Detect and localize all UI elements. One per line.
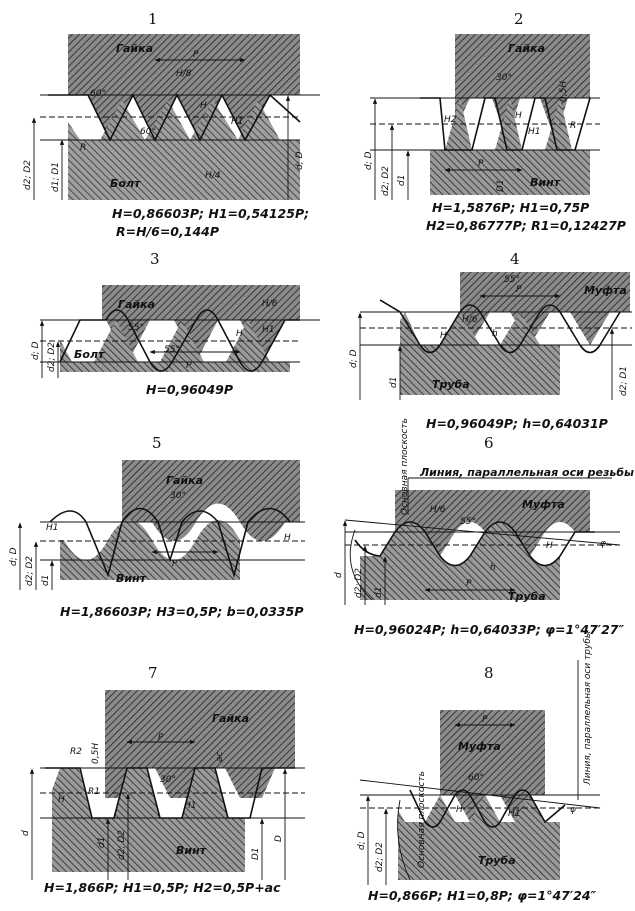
formula: H=0,86603P; H1=0,54125P; (112, 206, 310, 221)
dim-label: H (515, 111, 522, 121)
part-bolt-label: Болт (110, 177, 141, 190)
dim-label: d1; D1 (51, 162, 61, 192)
formula: H=1,86603P; H3=0,5P; b=0,0335P (60, 604, 304, 619)
dim-label: H/4 (205, 171, 221, 181)
figure-4 (349, 250, 632, 431)
part-screw-label: Винт (116, 572, 147, 585)
dim-label: d1 (97, 836, 107, 848)
dim-label: d2; D2 (25, 556, 35, 586)
screw-section (52, 768, 245, 872)
figure-number: 6 (484, 434, 494, 452)
part-pipe-label: Труба (432, 378, 470, 391)
figure-1 (23, 10, 320, 239)
dim-label: 55° (128, 323, 144, 333)
basic-plane-label: Основная плоскость (417, 771, 427, 868)
dim-label: 30° (160, 775, 176, 785)
figure-7 (21, 664, 305, 895)
dim-label: d (21, 830, 31, 836)
dim-label: P (466, 579, 472, 589)
figure-number: 1 (148, 10, 158, 28)
dim-label: P (186, 361, 192, 371)
dim-label: H (284, 533, 291, 543)
dim-label: h (492, 329, 498, 339)
dim-label: d; D (295, 151, 305, 170)
dim-label: 60° (90, 89, 106, 99)
figure-number: 8 (484, 664, 494, 682)
dim-label: d2; D1 (619, 366, 629, 396)
dim-label: d2; D2 (23, 160, 33, 190)
formula: H=1,5876P; H1=0,75P (432, 200, 590, 215)
part-nut-label: Гайка (118, 298, 156, 311)
dim-label: d (334, 572, 344, 578)
dim-label: d1 (41, 574, 51, 586)
dim-label: 55° (460, 517, 476, 527)
formula: H=0,866P; H1=0,8P; φ=1°47′24″ (368, 888, 597, 903)
figure-number: 5 (152, 434, 162, 452)
dim-label: 60° (468, 773, 484, 783)
figure-number: 4 (510, 250, 520, 268)
dim-label: d; D (349, 349, 359, 368)
coupling-section (460, 272, 630, 345)
figure-3 (31, 250, 320, 397)
dim-label: 30° (170, 491, 186, 501)
dim-label: R (80, 143, 87, 153)
dim-label: H/6 (462, 315, 478, 325)
dim-label: 30° (496, 73, 512, 83)
dim-label: P (478, 159, 484, 169)
dim-label: H1 (231, 117, 244, 127)
dim-label: R2 (70, 747, 82, 757)
dim-label: d; D (31, 341, 41, 360)
figure-6 (334, 418, 634, 637)
figure-number: 3 (150, 250, 160, 268)
dim-label: H/6 (430, 505, 446, 515)
dim-label: D (274, 835, 284, 842)
dim-label: φ (570, 805, 576, 815)
dim-label: 55° (164, 345, 180, 355)
part-coupling-label: Муфта (584, 284, 627, 297)
dim-label: H (236, 329, 243, 339)
dim-label: d; D (9, 547, 19, 566)
dim-label: H1 (46, 523, 59, 533)
figure-number: 7 (148, 664, 158, 682)
dim-label: H (546, 541, 553, 551)
dim-label: D1 (251, 847, 261, 860)
dim-label: H1 (528, 127, 541, 137)
dim-label: 0,5H (559, 80, 569, 102)
part-bolt-label: Болт (74, 348, 105, 361)
part-nut-label: Гайка (116, 42, 154, 55)
dim-label: 60° (140, 127, 156, 137)
dim-label: d; D (357, 831, 367, 850)
dim-label: P (172, 559, 178, 569)
basic-plane-label: Основная плоскость (400, 418, 410, 515)
screw-section (60, 520, 240, 580)
dim-label: H (456, 805, 463, 815)
formula: H=0,96049P (146, 382, 234, 397)
part-screw-label: Винт (176, 844, 207, 857)
dim-label: d; D (364, 151, 374, 170)
part-nut-label: Гайка (508, 42, 546, 55)
figure-number: 2 (514, 10, 524, 28)
dim-label: H1 (262, 325, 275, 335)
dim-label: h (490, 563, 496, 573)
formula: H=0,96024P; h=0,64033P; φ=1°47′27″ (354, 622, 625, 637)
dim-label: d2; D2 (381, 166, 391, 196)
formula: H=1,866P; H1=0,5P; H2=0,5P+ac (44, 880, 281, 895)
part-nut-label: Гайка (212, 712, 250, 725)
dim-label: H1 (184, 801, 197, 811)
formula: H=0,96049P; h=0,64031P (426, 416, 608, 431)
axis-parallel-line-label: Линия, параллельная оси резьбы (420, 466, 634, 479)
figure-8 (357, 631, 600, 903)
figure-5 (9, 434, 305, 619)
dim-label: P (158, 733, 164, 743)
dim-label: D1 (496, 179, 506, 192)
dim-label: P (516, 285, 522, 295)
dim-label: R1 (88, 787, 100, 797)
dim-label: d2; D2 (354, 568, 364, 598)
dim-label: P (193, 50, 199, 60)
dim-label: d1 (397, 174, 407, 186)
dim-label: d1 (389, 376, 399, 388)
dim-label: H (440, 331, 447, 341)
dim-label: d2; D2 (375, 842, 385, 872)
part-pipe-label: Труба (478, 854, 516, 867)
part-coupling-label: Муфта (522, 498, 565, 511)
dim-label: d2; D2 (47, 342, 57, 372)
dim-label: φ (600, 539, 606, 549)
dim-label: H/6 (262, 299, 278, 309)
screw-section (430, 98, 590, 195)
dim-label: R (570, 121, 577, 131)
figure-2 (364, 10, 626, 233)
axis-parallel-line-label: Линия, параллельная оси трубы (583, 631, 593, 785)
part-nut-label: Гайка (166, 474, 204, 487)
formula: R=H/6=0,144P (116, 224, 219, 239)
dim-label: d2; D2 (117, 830, 127, 860)
dim-label: P (482, 715, 488, 725)
part-screw-label: Винт (530, 176, 561, 189)
dim-label: d1 (374, 586, 384, 598)
dim-label: H/8 (176, 69, 192, 79)
dim-label: H (200, 101, 207, 111)
part-pipe-label: Труба (508, 590, 546, 603)
dim-label: H1 (508, 809, 521, 819)
dim-label: H (58, 795, 65, 805)
dim-label: 55° (504, 275, 520, 285)
dim-label: ac (215, 751, 225, 762)
part-coupling-label: Муфта (458, 740, 501, 753)
formula: H2=0,86777P; R1=0,12427P (426, 218, 626, 233)
dim-label: 0,5H (91, 742, 101, 764)
dim-label: H2 (444, 115, 457, 125)
